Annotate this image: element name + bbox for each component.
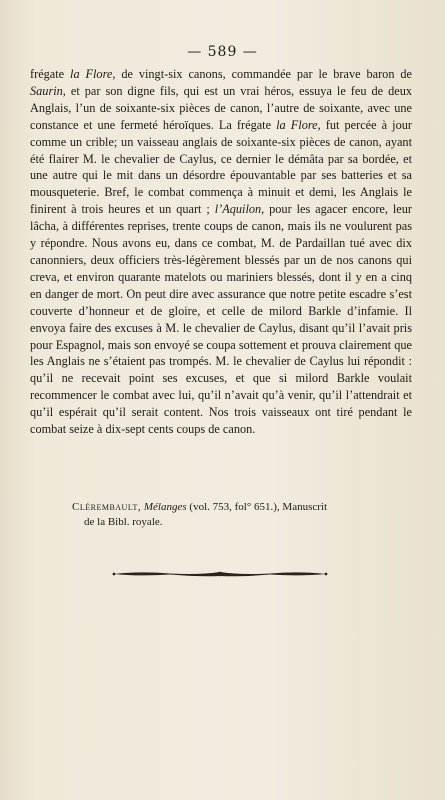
text-segment: , fut percée à jour comme un crible; un vaisseau anglais de soixante-six pièces de canon, ayant été flairer M. le chevalier de Caylus, ce dernier le démâta par sa bordée, et une autre qui le mit dans un désordre épouvantable par ses batteries et sa mousqueterie. Bref, le combat commença à minuit et demi, les Anglais le finirent à trois heures et un quart ; bbox=[30, 117, 412, 217]
text-segment: , pour les agacer encore, leur lâcha, à différentes reprises, trente coups de canon, mais ils ne voulurent pas y répondre. Nous avons eu, dans ce combat, M. de Pardaillan tué avec dix canonniers, deux officiers très-légèrement blessés par un de nos canons qui creva, et environ quarante matelots ou mariniers blessés, dont il y en a cinq en danger de mort. On peut dire avec assurance que notre petite escadre s’est couverte d’honneur et de gloire, et celle de milord Barkle d’infamie. Il envoya faire des excuses à M. le chevalier de Caylus, disant qu’il l’avait pris pour Espagnol, mais son envoyé se coupa sottement et prouva clairement que les Anglais ne s’étaient pas trompés. M. le chevalier de Caylus lui répondit : qu’il ne recevait point ses excuses, et que si milord Barkle voulait recommencer le combat avec lui, qu’il n’avait qu’à venir, qu’il l’attendrait et qu’il espérait qu’il serait content. Nos trois vaisseaux ont tiré pendant le combat seize à dix-sept cents coups de canon. bbox=[30, 202, 412, 437]
ship-name-flore: la Flore bbox=[70, 67, 113, 81]
decorative-rule-ornament bbox=[110, 567, 330, 581]
person-name-saurin: Saurin bbox=[30, 83, 63, 98]
ship-name-flore-2: la Flore bbox=[276, 117, 318, 132]
text-segment: frégate bbox=[30, 67, 71, 81]
citation-details: (vol. 753, fol° 651.), Manuscrit bbox=[189, 501, 328, 513]
ship-name-aquilon: l’Aquilon bbox=[214, 202, 262, 217]
citation-work: Mélanges bbox=[143, 501, 187, 513]
body-text bbox=[30, 66, 412, 438]
text-segment: , et par son digne fils, qui est un vrai héros, essuya le feu de deux Anglais, l’un de soixante-six pièces de canon, l’autre de soixante, avec une constance et une fermeté héroïques. La frégate bbox=[30, 83, 412, 132]
citation-author: Clérembault, bbox=[72, 501, 142, 513]
citation-line-2: de la Bibl. royale. bbox=[84, 516, 163, 528]
page-number: — 589 — bbox=[187, 44, 258, 60]
text-segment: , de vingt-six canons, commandée par le brave baron de bbox=[112, 67, 412, 81]
source-citation bbox=[72, 500, 402, 530]
main-paragraph bbox=[30, 66, 412, 438]
